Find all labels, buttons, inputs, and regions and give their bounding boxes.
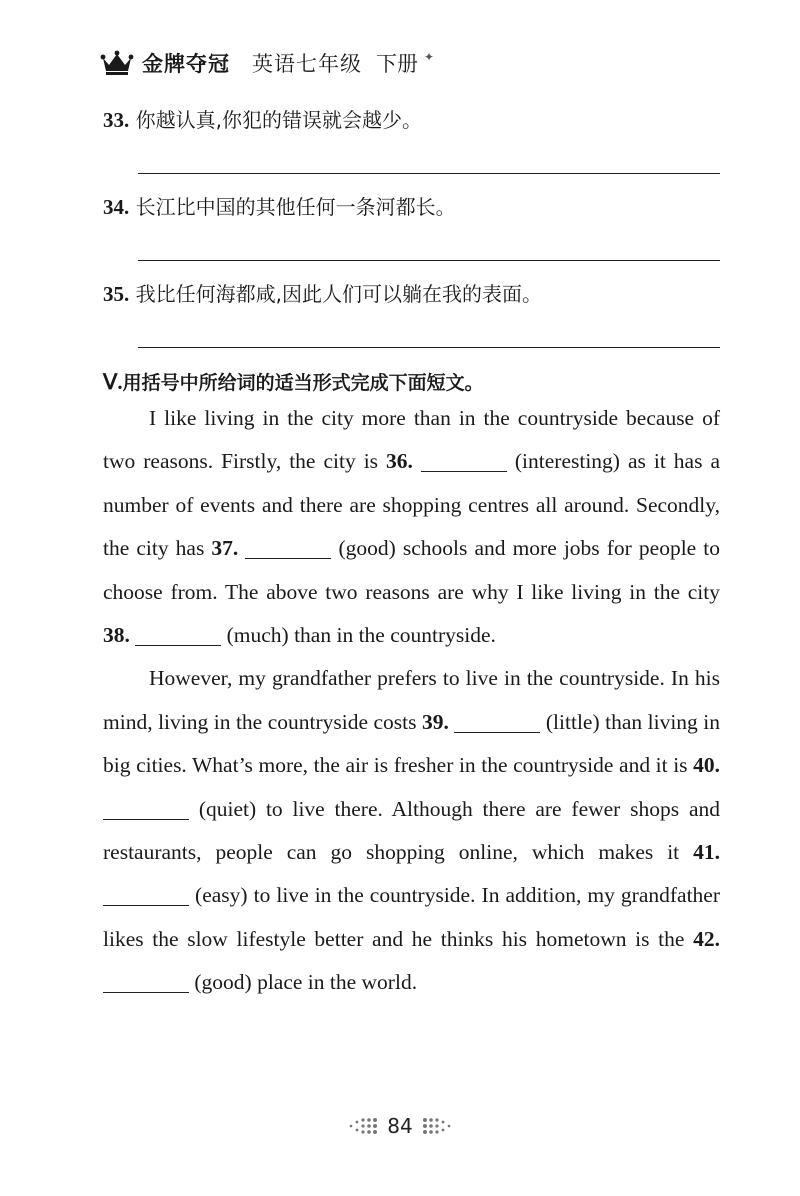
section-number: Ⅴ. bbox=[103, 370, 123, 394]
answer-line-35[interactable] bbox=[138, 347, 720, 348]
volume-title: 下册 bbox=[376, 52, 418, 76]
section-title: 用括号中所给词的适当形式完成下面短文。 bbox=[122, 372, 484, 394]
question-text: 你越认真,你犯的错误就会越少。 bbox=[135, 108, 422, 132]
series-title: 金牌夺冠 bbox=[142, 52, 230, 76]
page-footer bbox=[0, 1114, 800, 1138]
dot-pattern-left-icon bbox=[347, 1116, 381, 1136]
question-text: 我比任何海都咸,因此人们可以躺在我的表面。 bbox=[135, 282, 542, 306]
blank-37[interactable] bbox=[245, 537, 331, 560]
blank-number-42: 42. bbox=[693, 926, 720, 951]
blank-number-40: 40. bbox=[693, 753, 720, 778]
passage bbox=[103, 397, 720, 1005]
blank-41[interactable] bbox=[103, 884, 189, 907]
blank-42[interactable] bbox=[103, 971, 189, 994]
passage-text: (quiet) to live there. Although there are fewer shops and restaurants, people can go shopping online, which makes it bbox=[103, 796, 720, 865]
question-number: 35. bbox=[103, 282, 130, 306]
passage-text: (easy) to live in the countryside. In addition, my grandfather likes the slow lifestyle better and he thinks his hometown is the bbox=[103, 883, 720, 951]
answer-line-34[interactable] bbox=[138, 260, 720, 261]
answer-line-33[interactable] bbox=[138, 173, 720, 174]
blank-36[interactable] bbox=[421, 450, 507, 473]
crown-icon bbox=[100, 50, 134, 76]
blank-number-38: 38. bbox=[103, 623, 130, 648]
question-35 bbox=[103, 278, 542, 307]
blank-39[interactable] bbox=[454, 710, 540, 733]
blank-number-36: 36. bbox=[386, 449, 413, 474]
sparkle-icon: ✦ bbox=[424, 50, 435, 64]
question-33 bbox=[103, 104, 422, 133]
passage-text: (good) schools and more jobs for people to choose from. The above two reasons are why I like living in the city bbox=[103, 536, 721, 604]
passage-text: (little) than living in big cities. What’s more, the air is fresher in the countryside and it is bbox=[103, 709, 721, 778]
question-number: 33. bbox=[103, 108, 130, 132]
page-number: 84 bbox=[387, 1114, 413, 1138]
section-heading bbox=[103, 368, 484, 395]
question-number: 34. bbox=[103, 195, 130, 219]
paragraph-1 bbox=[103, 397, 720, 657]
blank-number-41: 41. bbox=[693, 840, 720, 865]
blank-40[interactable] bbox=[103, 797, 189, 820]
question-text: 长江比中国的其他任何一条河都长。 bbox=[135, 195, 456, 219]
passage-text: I like living in the city more than in the countryside because of two reasons. Firstly, the city is bbox=[103, 406, 720, 474]
passage-text: (good) place in the world. bbox=[189, 970, 418, 995]
subject-title: 英语七年级 bbox=[252, 52, 362, 76]
page-header bbox=[100, 46, 434, 80]
blank-number-39: 39. bbox=[422, 709, 449, 734]
blank-number-37: 37. bbox=[211, 536, 239, 561]
question-34 bbox=[103, 191, 456, 220]
passage-text: However, my grandfather prefers to live in the countryside. In his mind, living in the countryside costs bbox=[103, 666, 720, 734]
passage-text: (interesting) as it has a number of events and there are shopping centres all around. Secondly, the city has bbox=[103, 449, 720, 561]
paragraph-2 bbox=[103, 657, 720, 1004]
blank-38[interactable] bbox=[135, 624, 221, 647]
dot-pattern-right-icon bbox=[419, 1116, 453, 1136]
passage-text: (much) than in the countryside. bbox=[221, 623, 496, 648]
